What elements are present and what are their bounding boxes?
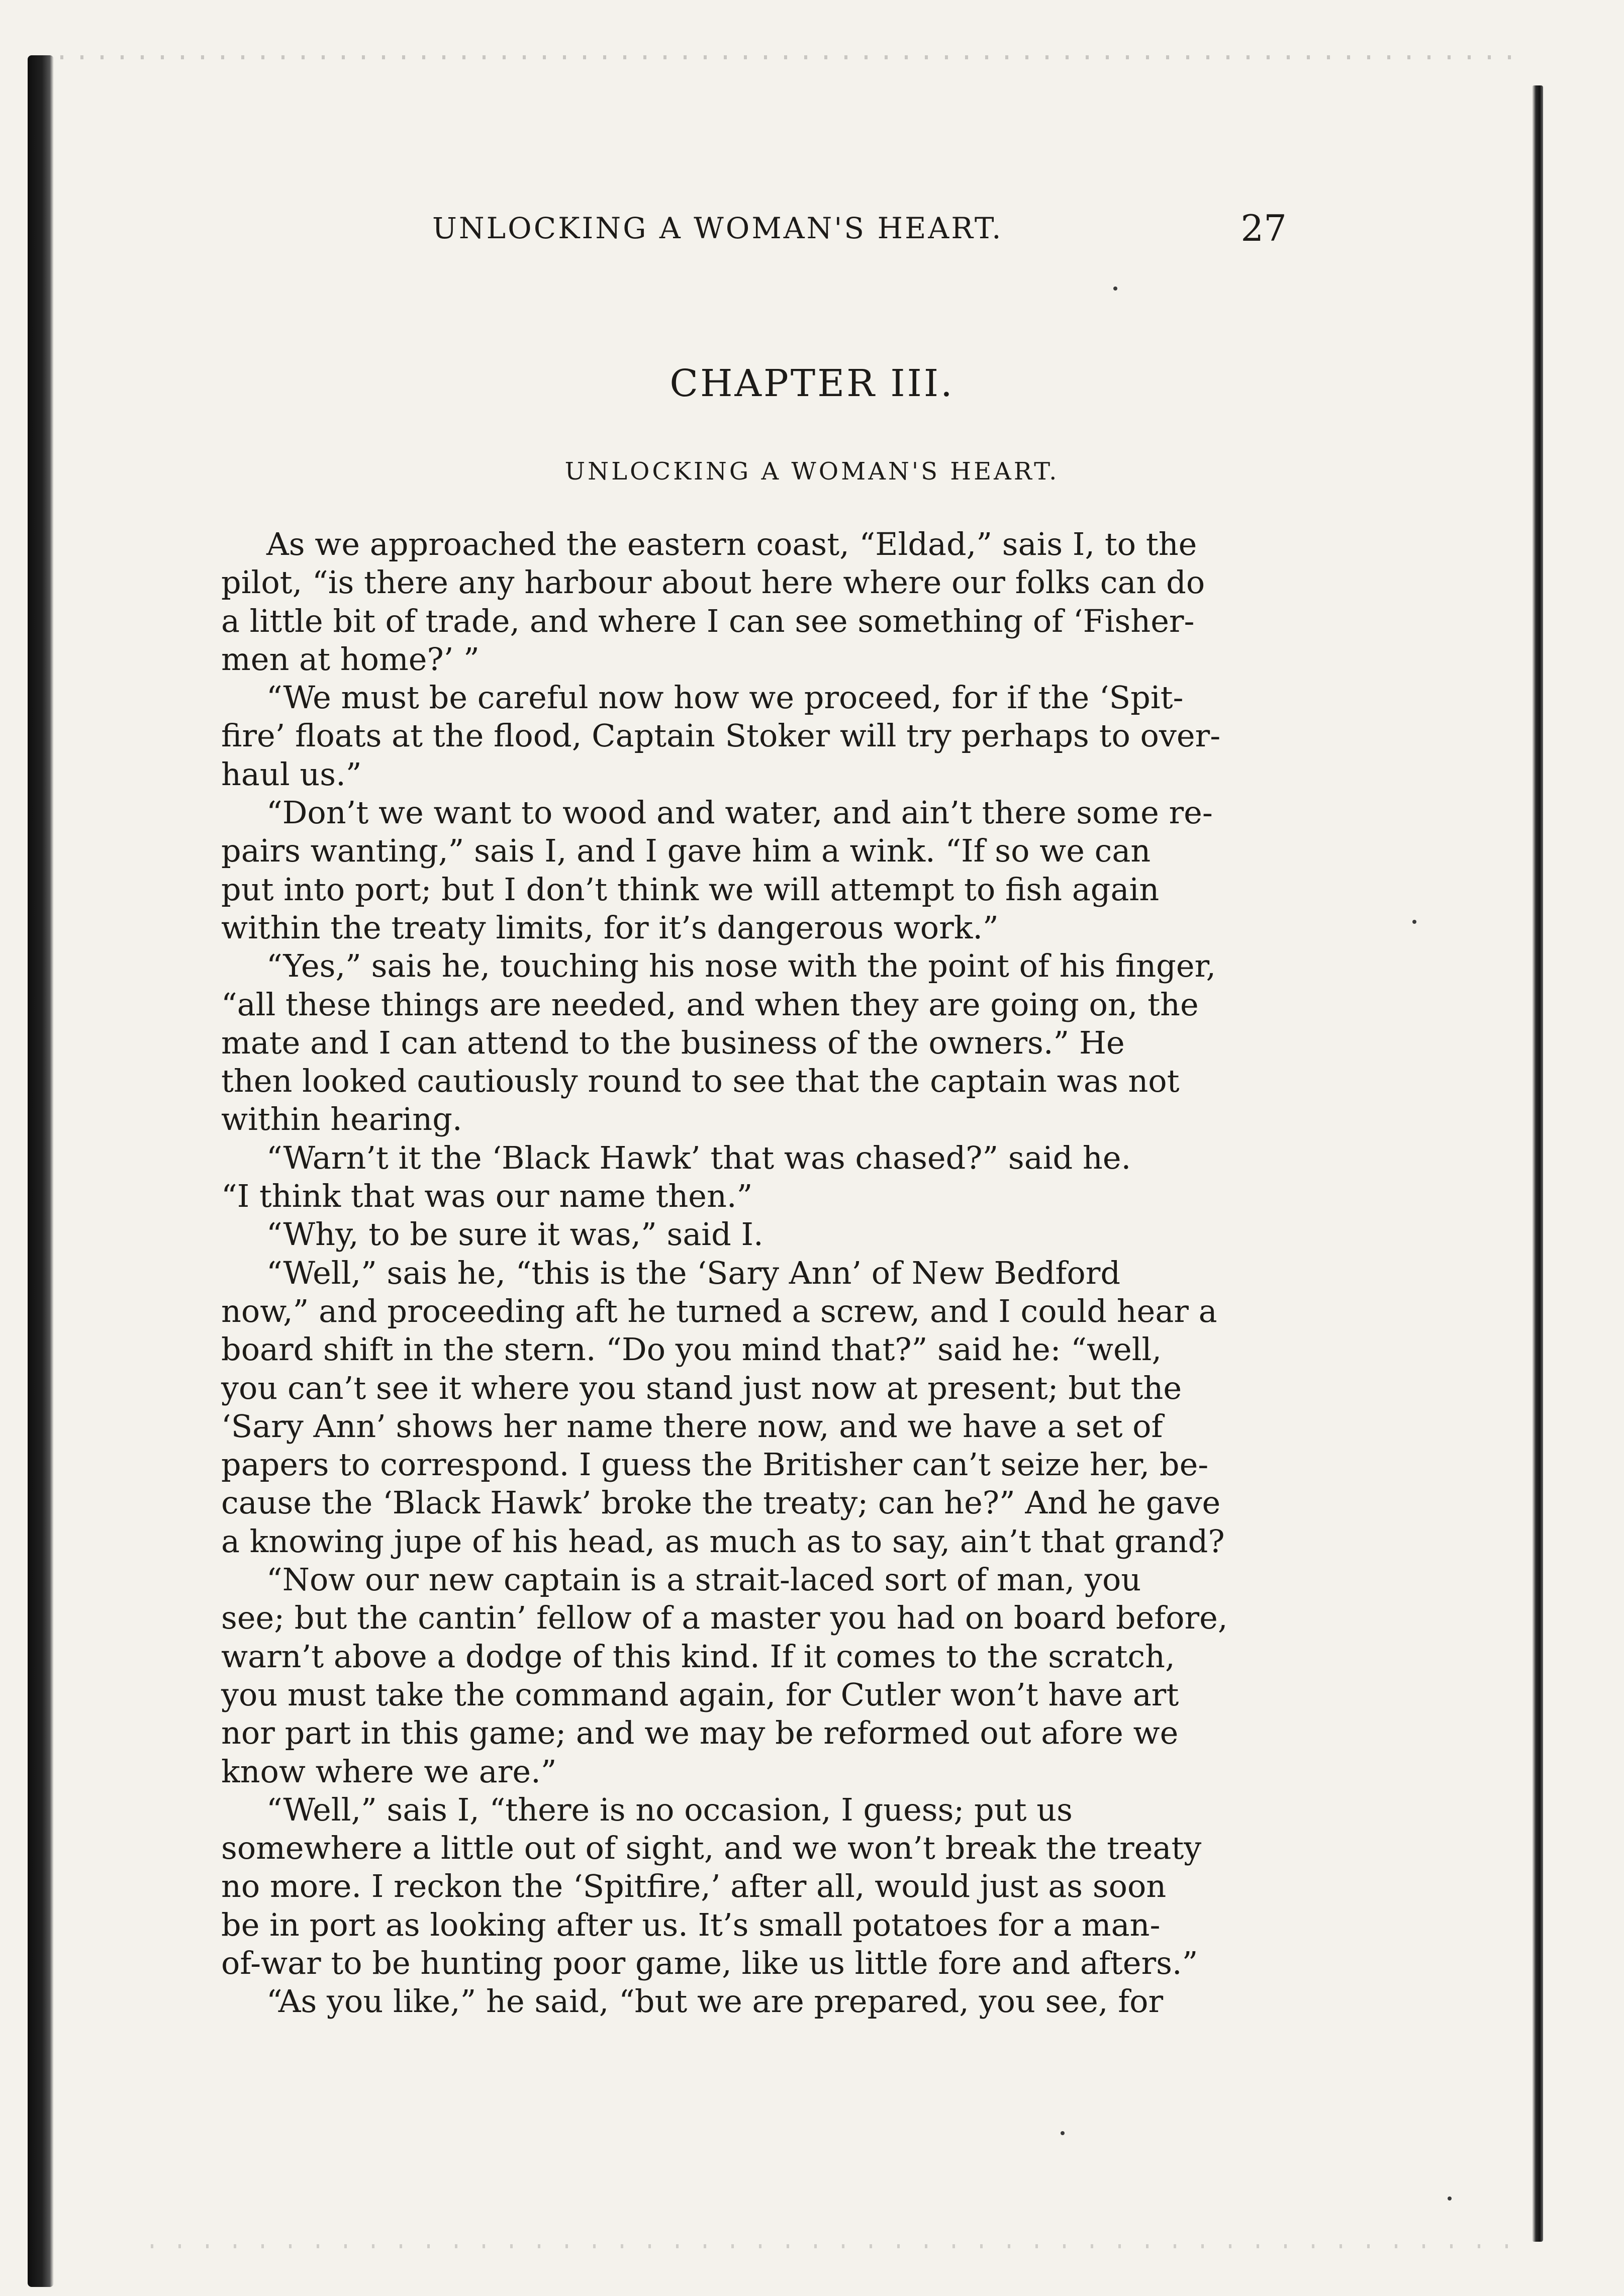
running-head-title: UNLOCKING A WOMAN'S HEART. — [432, 211, 1003, 245]
text-line: a knowing jupe of his head, as much as to say, ain’t that grand? — [221, 1522, 1225, 1560]
text-line: “We must be careful now how we proceed, for if the ‘Spit- — [266, 679, 1184, 716]
chapter-subtitle: UNLOCKING A WOMAN'S HEART. — [564, 457, 1060, 486]
chapter-heading: CHAPTER III. — [670, 362, 954, 405]
text-line: “Well,” sais I, “there is no occasion, I guess; put us — [266, 1791, 1073, 1828]
text-line: now,” and proceeding aft he turned a screw, and I could hear a — [221, 1292, 1217, 1329]
page-edge-right — [1532, 85, 1543, 2242]
text-line: ‘Sary Ann’ shows her name there now, and we have a set of — [221, 1407, 1163, 1445]
text-line: nor part in this game; and we may be reformed out afore we — [221, 1714, 1179, 1752]
text-line: “Well,” sais he, “this is the ‘Sary Ann’ of New Bedford — [266, 1254, 1121, 1291]
text-line: “Yes,” sais he, touching his nose with the point of his finger, — [266, 947, 1216, 985]
text-line: haul us.” — [221, 755, 362, 793]
text-line: As we approached the eastern coast, “Eldad,” sais I, to the — [266, 526, 1197, 562]
text-line: fire’ floats at the flood, Captain Stoker will try perhaps to over- — [221, 717, 1221, 754]
text-line: then looked cautiously round to see that the captain was not — [221, 1063, 1180, 1100]
text-line: of-war to be hunting poor game, like us little fore and afters.” — [221, 1944, 1198, 1981]
text-line: mate and I can attend to the business of the owners.” He — [221, 1024, 1125, 1061]
text-line: men at home?’ ” — [221, 640, 480, 678]
scan-speck — [1113, 286, 1117, 291]
text-line: know where we are.” — [221, 1753, 557, 1790]
scan-speck — [1061, 2131, 1065, 2135]
text-line: you can’t see it where you stand just now at present; but the — [221, 1369, 1182, 1406]
text-line: “Now our new captain is a strait-laced sort of man, you — [266, 1561, 1141, 1598]
scan-noise-bottom — [151, 2244, 1508, 2248]
text-line: be in port as looking after us. It’s small potatoes for a man- — [221, 1906, 1161, 1943]
text-line: pairs wanting,” sais I, and I gave him a wink. “If so we can — [221, 832, 1151, 870]
text-line: “Don’t we want to wood and water, and ain’t there some re- — [266, 794, 1213, 831]
running-head — [231, 207, 1287, 256]
text-line: papers to correspond. I guess the Britisher can’t seize her, be- — [221, 1446, 1209, 1483]
text-line: within hearing. — [221, 1101, 462, 1138]
text-line: cause the ‘Black Hawk’ broke the treaty; can he?” And he gave — [221, 1484, 1221, 1521]
text-line: “Warn’t it the ‘Black Hawk’ that was chased?” said he. — [266, 1139, 1131, 1176]
text-line: see; but the cantin’ fellow of a master you had on board before, — [221, 1599, 1228, 1637]
text-line: no more. I reckon the ‘Spitfire,’ after all, would just as soon — [221, 1868, 1167, 1905]
text-line: “Why, to be sure it was,” said I. — [266, 1216, 763, 1253]
text-line: “all these things are needed, and when they are going on, the — [221, 986, 1199, 1023]
text-line: somewhere a little out of sight, and we won’t break the treaty — [221, 1830, 1202, 1867]
scan-noise-top — [60, 55, 1518, 59]
scan-speck — [1448, 2196, 1452, 2201]
text-line: board shift in the stern. “Do you mind that?” said he: “well, — [221, 1331, 1162, 1368]
page-number: 27 — [1240, 207, 1287, 249]
body-text — [221, 525, 1282, 2021]
text-line: a little bit of trade, and where I can see something of ‘Fisher- — [221, 602, 1195, 639]
scan-speck — [1412, 920, 1416, 924]
text-line: you must take the command again, for Cutler won’t have art — [221, 1676, 1179, 1713]
text-line: “I think that was our name then.” — [221, 1178, 753, 1215]
text-line: “As you like,” he said, “but we are prepared, you see, for — [266, 1983, 1164, 2020]
text-line: pilot, “is there any harbour about here where our folks can do — [221, 564, 1205, 601]
text-line: warn’t above a dodge of this kind. If it comes to the scratch, — [221, 1638, 1175, 1675]
text-line: put into port; but I don’t think we will attempt to fish again — [221, 871, 1160, 908]
text-line: within the treaty limits, for it’s dangerous work.” — [221, 909, 999, 946]
